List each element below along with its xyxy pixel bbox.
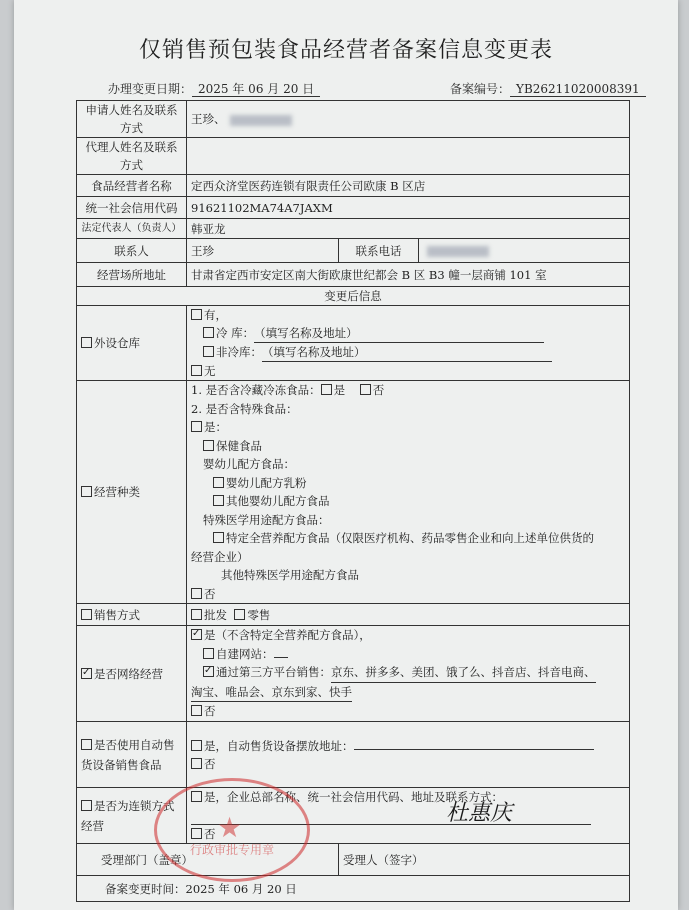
- medical-full-checkbox[interactable]: [213, 532, 224, 543]
- agent-label: 代理人姓名及联系方式: [77, 138, 187, 175]
- address-label: 经营场所地址: [77, 263, 187, 287]
- handler-cell: 受理人（签字）: [339, 844, 630, 876]
- cold-food-yes-checkbox[interactable]: [321, 384, 332, 395]
- special-food-yes-checkbox[interactable]: [191, 421, 202, 432]
- own-site-checkbox[interactable]: [203, 648, 214, 659]
- online-checkbox[interactable]: [81, 668, 92, 679]
- legal-rep-label: 法定代表人（负责人）: [77, 219, 187, 239]
- vending-checkbox[interactable]: [81, 739, 92, 750]
- warehouse-checkbox[interactable]: [81, 337, 92, 348]
- sales-options: 批发 零售: [187, 604, 630, 626]
- operator-name-value: 定西众济堂医药连锁有限责任公司欧康 B 区店: [187, 175, 630, 197]
- operator-name-label: 食品经营者名称: [77, 175, 187, 197]
- document-title: 仅销售预包装食品经营者备案信息变更表: [138, 38, 553, 63]
- handle-date: 办理变更日期： 2025 年 06 月 20 日: [108, 80, 320, 97]
- applicant-value: 王珍、: [187, 101, 630, 138]
- cold-storage-checkbox[interactable]: [203, 327, 214, 338]
- chain-options: 是，企业总部名称、统一社会信用代码、地址及联系方式： 否: [187, 788, 630, 844]
- third-party-checkbox[interactable]: [203, 666, 214, 677]
- noncold-storage-checkbox[interactable]: [203, 346, 214, 357]
- redacted-phone: [427, 246, 489, 257]
- dept-cell: 受理部门（盖章）: [77, 844, 339, 876]
- chain-checkbox[interactable]: [81, 800, 92, 811]
- star-icon: ★: [217, 811, 243, 844]
- footer-date-cell: 备案变更时间：2025 年 06 月 20 日: [77, 876, 630, 902]
- infant-other-checkbox[interactable]: [213, 495, 224, 506]
- official-seal: ★ 行政审批专用章: [154, 778, 310, 882]
- online-no-checkbox[interactable]: [191, 705, 202, 716]
- warehouse-label: 外设仓库: [77, 306, 187, 381]
- retail-checkbox[interactable]: [234, 609, 245, 620]
- contact-label: 联系人: [77, 239, 187, 263]
- section-header: 变更后信息: [77, 287, 630, 306]
- credit-code-value: 91621102MA74A7JAXM: [187, 197, 630, 219]
- redacted-phone: [230, 115, 292, 126]
- contact-value: 王珍: [187, 239, 339, 263]
- cold-food-no-checkbox[interactable]: [360, 384, 371, 395]
- vending-yes-checkbox[interactable]: [191, 740, 202, 751]
- credit-code-label: 统一社会信用代码: [77, 197, 187, 219]
- category-options: 1. 是否含冷藏冷冻食品： 是 否 2. 是否含特殊食品： 是： 保健食品 婴幼儿配方食品： 婴幼儿配方乳粉 其他婴幼儿配方食品 特殊医学用途配方食品： 特定全营养配方食品（仅限医疗机构、药品零售企业和向上述单位供货的 经营企业） 其他特殊医学用途配方食品 否: [187, 381, 630, 604]
- address-value: 甘肃省定西市安定区南大街欧康世纪都会 B 区 B3 幢一层商铺 101 室: [187, 263, 630, 287]
- document-sheet: [14, 0, 678, 910]
- online-label: ✓是否网络经营: [77, 626, 187, 722]
- warehouse-no-checkbox[interactable]: [191, 365, 202, 376]
- phone-value: [419, 239, 630, 263]
- wholesale-checkbox[interactable]: [191, 609, 202, 620]
- legal-rep-value: 韩亚龙: [187, 219, 630, 239]
- health-food-checkbox[interactable]: [203, 440, 214, 451]
- handler-signature: 杜惠庆: [446, 801, 513, 826]
- form-table: [76, 100, 630, 902]
- warehouse-options: 有， 冷 库：（填写名称及地址） 非冷库：（填写名称及地址） 无: [187, 306, 630, 381]
- online-options: ✓是（不含特定全营养配方食品）， 自建网站： ✓通过第三方平台销售：京东、拼多多、美团、饿了么、抖音店、抖音电商、 淘宝、唯品会、京东到家、快手 否: [187, 626, 630, 722]
- category-checkbox[interactable]: [81, 486, 92, 497]
- vending-label: 是否使用自动售货设备销售食品: [77, 722, 187, 788]
- sales-label: 销售方式: [77, 604, 187, 626]
- online-yes-checkbox[interactable]: [191, 629, 202, 640]
- sales-checkbox[interactable]: [81, 609, 92, 620]
- chain-label: 是否为连锁方式经营: [77, 788, 187, 844]
- warehouse-yes-checkbox[interactable]: [191, 309, 202, 320]
- special-food-no-checkbox[interactable]: [191, 588, 202, 599]
- category-label: 经营种类: [77, 381, 187, 604]
- vending-no-checkbox[interactable]: [191, 758, 202, 769]
- vending-options: 是，自动售货设备摆放地址： 否: [187, 722, 630, 788]
- infant-milk-checkbox[interactable]: [213, 477, 224, 488]
- applicant-label: 申请人姓名及联系方式: [77, 101, 187, 138]
- agent-value: [187, 138, 630, 175]
- phone-label: 联系电话: [339, 239, 419, 263]
- record-number: 备案编号： YB26211020008391: [450, 80, 646, 97]
